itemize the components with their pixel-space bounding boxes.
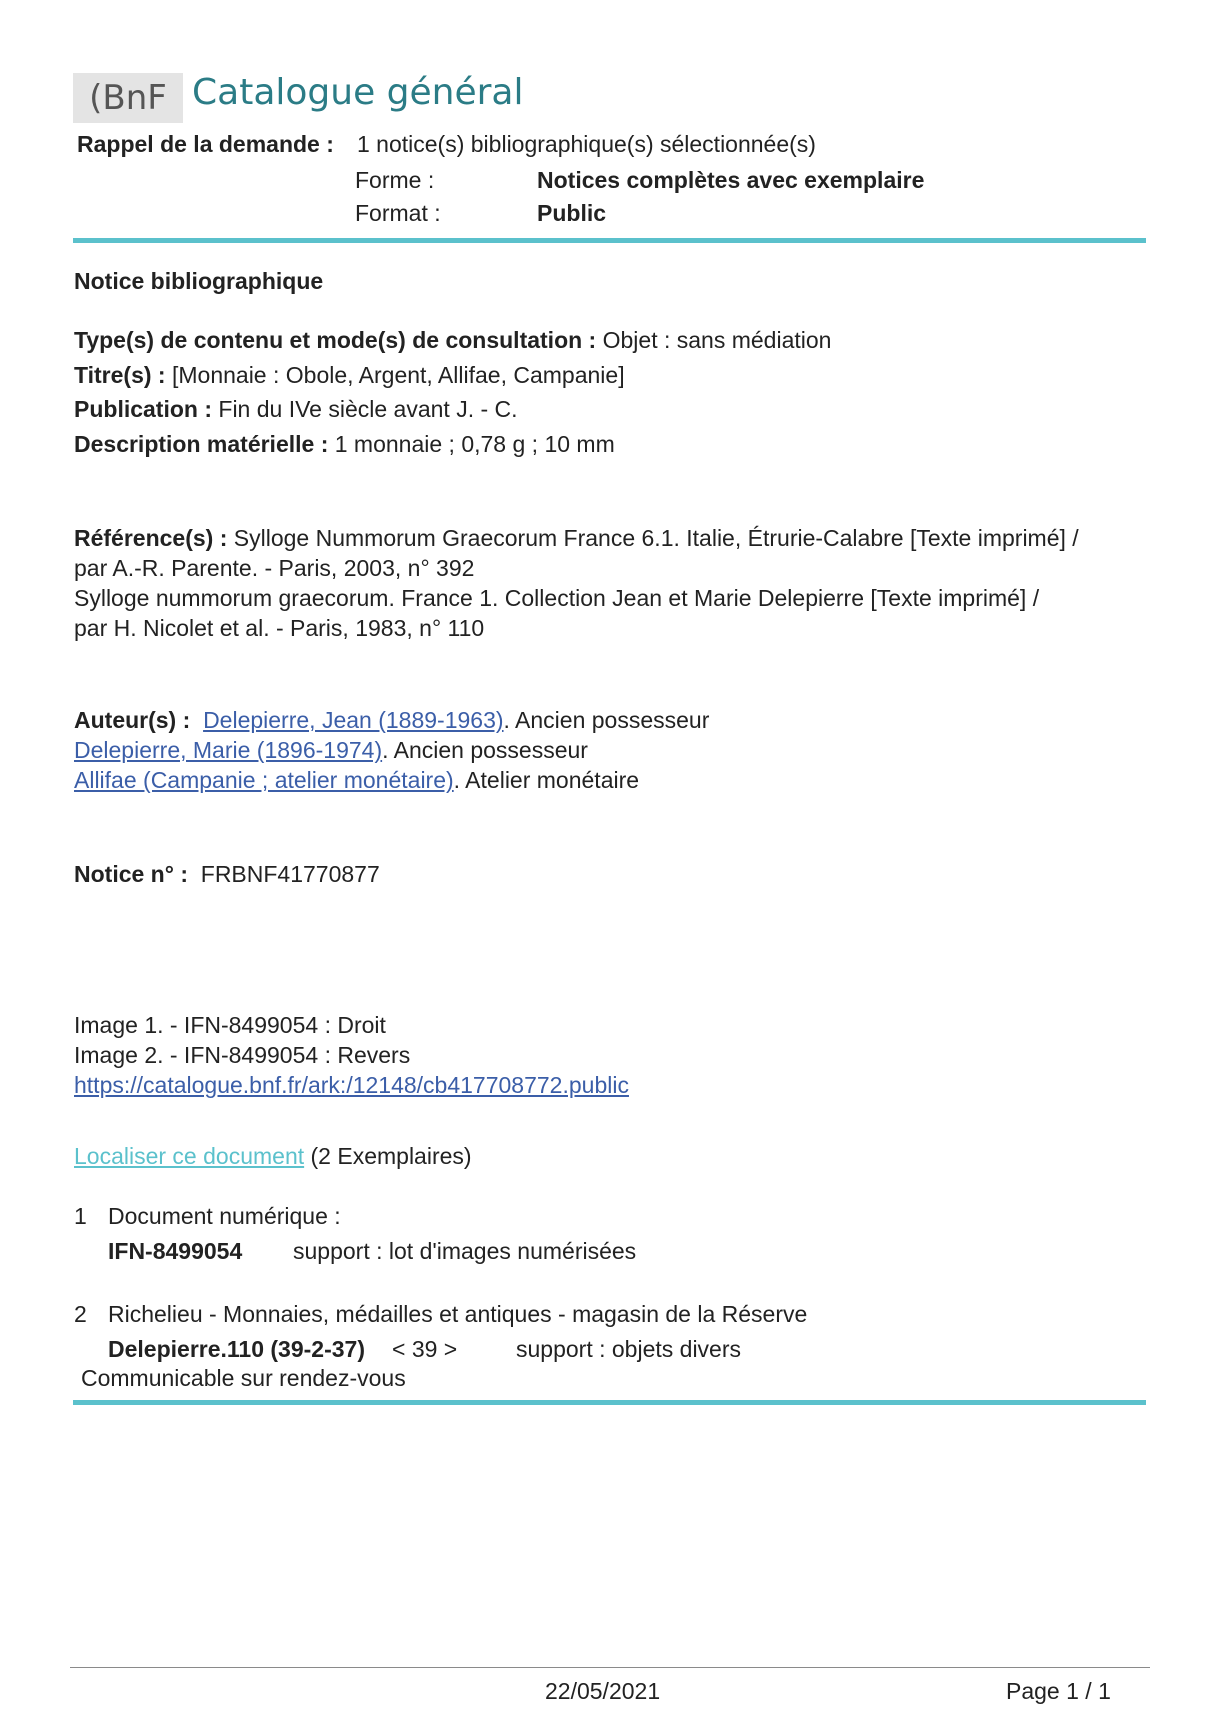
type-row <box>74 327 831 354</box>
section-title: Notice bibliographique <box>74 268 324 294</box>
references-label: Référence(s) : <box>74 525 228 551</box>
auteur-link-marie[interactable]: Delepierre, Marie (1896-1974) <box>74 737 383 763</box>
image-2-caption: Image 2. - IFN-8499054 : Revers <box>74 1042 411 1068</box>
titre-row <box>74 362 625 389</box>
auteur-link-jean[interactable]: Delepierre, Jean (1889-1963) <box>203 707 504 733</box>
auteur-role: . Ancien possesseur <box>382 737 588 763</box>
item-1-cote: IFN-8499054 <box>108 1238 243 1264</box>
format-label: Format : <box>355 200 441 226</box>
titre-label: Titre(s) : <box>74 362 166 388</box>
type-value: Objet : sans médiation <box>596 327 832 353</box>
notice-number-label: Notice n° : <box>74 861 188 887</box>
bnf-logo: (BnF <box>73 73 183 123</box>
description-value: 1 monnaie ; 0,78 g ; 10 mm <box>328 431 615 457</box>
auteurs-label: Auteur(s) : <box>74 707 191 733</box>
item-1-support: support : lot d'images numérisées <box>293 1238 637 1264</box>
auteur-link-allifae[interactable]: Allifae (Campanie ; atelier monétaire) <box>74 767 454 793</box>
item-2-note: Communicable sur rendez-vous <box>81 1365 406 1391</box>
description-label: Description matérielle : <box>74 431 329 457</box>
publication-value: Fin du IVe siècle avant J. - C. <box>212 396 518 422</box>
notice-number-row <box>74 861 380 888</box>
format-value: Public <box>537 200 607 226</box>
references-line1: Sylloge Nummorum Graecorum France 6.1. Italie, Étrurie-Calabre [Texte imprimé] / <box>227 525 1079 551</box>
permalink-url[interactable]: https://catalogue.bnf.fr/ark:/12148/cb417708772.public <box>74 1072 629 1098</box>
item-2-title: Richelieu - Monnaies, médailles et antiques - magasin de la Réserve <box>108 1301 808 1327</box>
request-summary: 1 notice(s) bibliographique(s) sélectionnée(s) <box>357 131 816 157</box>
references-line4: par H. Nicolet et al. - Paris, 1983, n° 110 <box>74 615 485 641</box>
references-line2: par A.-R. Parente. - Paris, 2003, n° 392 <box>74 555 475 581</box>
footer-divider <box>70 1667 1150 1668</box>
localiser-link[interactable]: Localiser ce document <box>74 1143 305 1169</box>
item-1-title: Document numérique : <box>108 1203 341 1229</box>
notice-number-value: FRBNF41770877 <box>200 861 380 887</box>
image-1-caption: Image 1. - IFN-8499054 : Droit <box>74 1012 386 1038</box>
auteur-role: . Ancien possesseur <box>503 707 710 733</box>
item-2-extra: < 39 > <box>392 1336 458 1362</box>
publication-row <box>74 396 518 423</box>
item-2-cote: Delepierre.110 (39-2-37) <box>108 1336 365 1362</box>
header-divider <box>73 238 1146 243</box>
forme-value: Notices complètes avec exemplaire <box>537 167 925 193</box>
localisation-row <box>74 1143 472 1170</box>
content-divider <box>73 1400 1146 1405</box>
publication-label: Publication : <box>74 396 212 422</box>
references-block <box>74 523 1079 643</box>
titre-value: [Monnaie : Obole, Argent, Allifae, Campanie] <box>165 362 625 388</box>
type-label: Type(s) de contenu et mode(s) de consultation : <box>74 327 597 353</box>
images-block <box>74 1010 629 1100</box>
request-label: Rappel de la demande : <box>77 131 334 157</box>
auteur-role: . Atelier monétaire <box>453 767 640 793</box>
description-row <box>74 431 615 458</box>
forme-label: Forme : <box>355 167 435 193</box>
references-line3: Sylloge nummorum graecorum. France 1. Collection Jean et Marie Delepierre [Texte imprimé] / <box>74 585 1040 611</box>
footer-date: 22/05/2021 <box>545 1678 661 1704</box>
exemplaires-count: (2 Exemplaires) <box>304 1143 472 1169</box>
item-1-number: 1 <box>74 1203 87 1229</box>
item-2-support: support : objets divers <box>516 1336 742 1362</box>
footer-page-number: Page 1 / 1 <box>1006 1678 1111 1704</box>
auteurs-block <box>74 705 709 795</box>
page-title: Catalogue général <box>192 72 524 113</box>
item-2-number: 2 <box>74 1301 87 1327</box>
